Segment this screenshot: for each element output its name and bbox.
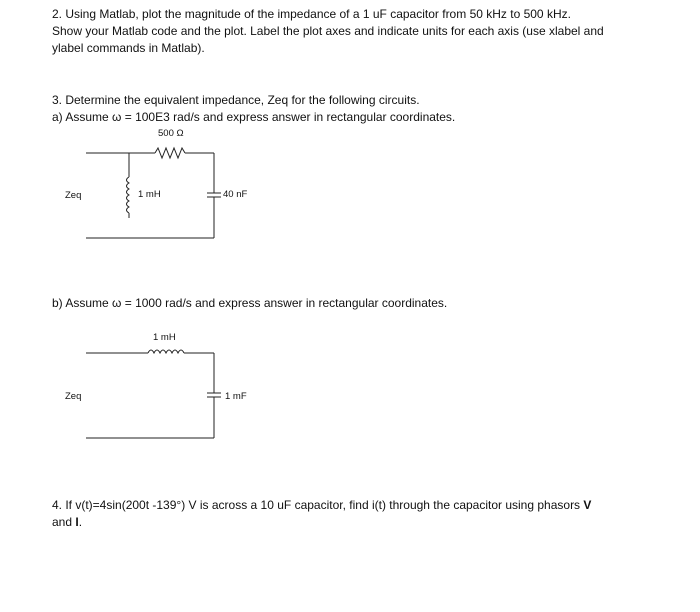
resistor-label: 500 Ω (158, 128, 184, 139)
q3-part-a: a) Assume ω = 100E3 rad/s and express answer in rectangular coordinates. (52, 110, 456, 124)
q3-part-b: b) Assume ω = 1000 rad/s and express answer in rectangular coordinates. (52, 296, 448, 310)
circuit-b-inductor-label: 1 mH (153, 332, 176, 343)
circuit-b-capacitor-label: 1 mF (225, 391, 247, 402)
q2-line-1: 2. Using Matlab, plot the magnitude of the impedance of a 1 uF capacitor from 50 kHz to 500 kHz. (52, 7, 571, 21)
inductor-symbol (127, 177, 130, 213)
circuit-a-inductor-label: 1 mH (138, 189, 161, 200)
circuit-b-zeq-label: Zeq (65, 391, 82, 402)
q2-line-3: ylabel commands in Matlab). (52, 41, 205, 55)
circuit-a-zeq-label: Zeq (65, 190, 82, 201)
q4-phasor-v: V (583, 498, 592, 512)
q4-line-2-end: . (78, 515, 83, 529)
q4-phasor-i: I (75, 515, 79, 529)
resistor-symbol (155, 148, 185, 158)
q4-line-2-text: and (52, 515, 76, 529)
q2-line-2: Show your Matlab code and the plot. Label the plot axes and indicate units for each axis (use xlabel and (52, 24, 604, 38)
q3-heading: 3. Determine the equivalent impedance, Zeq for the following circuits. (52, 93, 420, 107)
q4-line-1-text: 4. If v(t)=4sin(200t -139°) V is across a 10 uF capacitor, find i(t) through the capacitor using phasors (52, 498, 584, 512)
q4-line-1 (52, 497, 591, 514)
q4-line-2 (52, 514, 82, 531)
circuit-b-inductor-symbol (148, 350, 184, 353)
circuit-a-capacitor-label: 40 nF (223, 189, 248, 200)
